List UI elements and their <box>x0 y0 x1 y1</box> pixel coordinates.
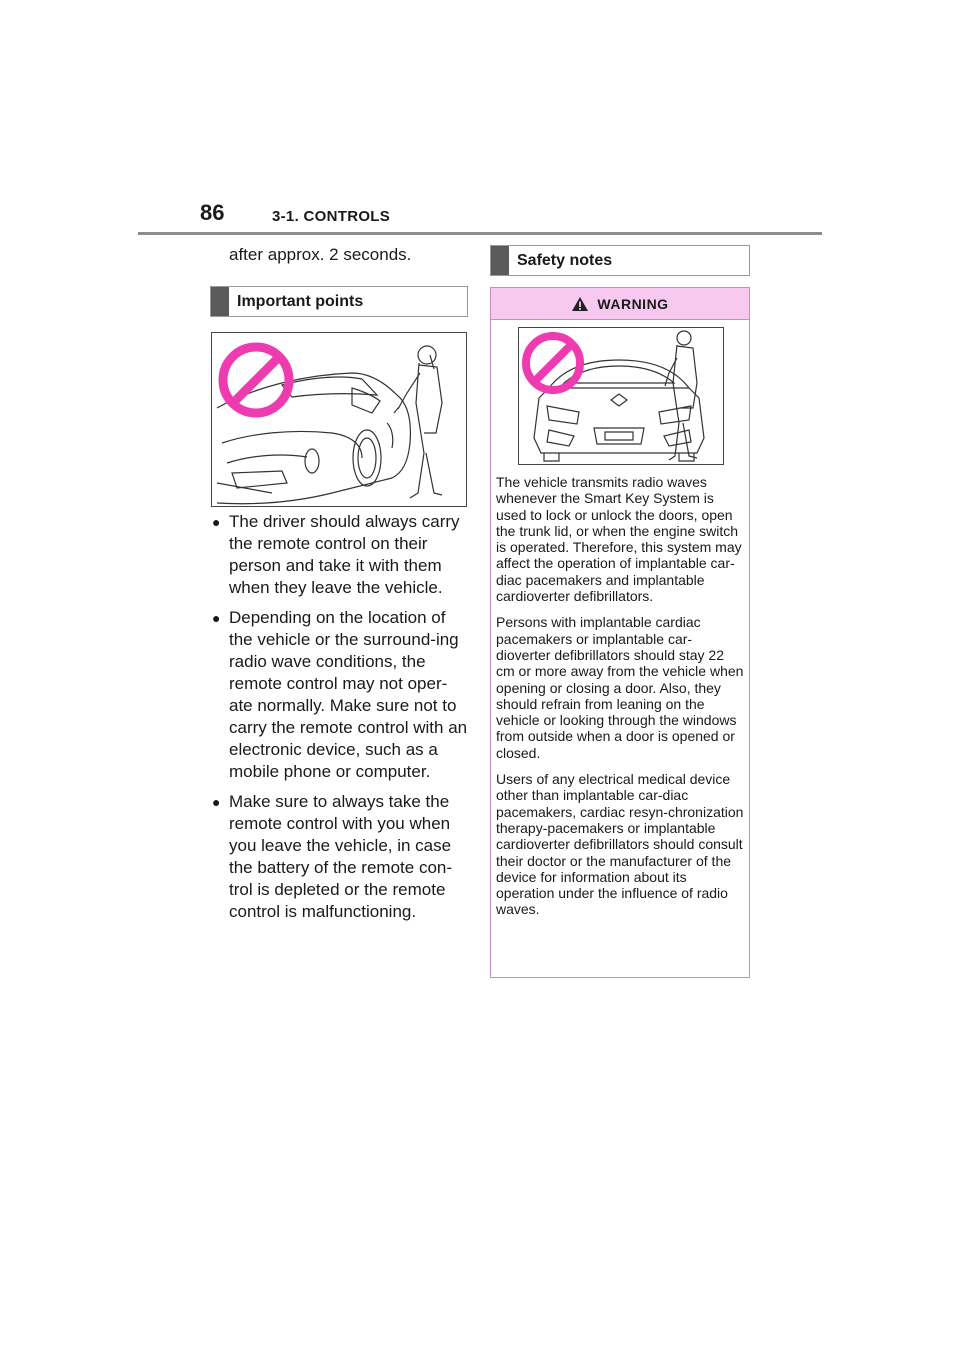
warning-header <box>491 288 749 320</box>
header-rule <box>138 232 822 235</box>
list-item <box>212 791 470 923</box>
heading-bar <box>491 246 509 275</box>
warning-text <box>496 474 744 928</box>
prohibition-icon <box>526 336 580 390</box>
list-item <box>212 511 470 599</box>
bullet-dot-icon: ● <box>212 610 221 626</box>
warning-paragraph: The vehicle transmits radio waves whenever the Smart Key System is used to lock or unlock the doors, open the trunk lid, or when the engine switch is operated. Therefore, this system may affect the operation of implantable car-diac pacemakers and implantable cardioverter defibrillators. <box>496 474 742 605</box>
warning-paragraph: Users of any electrical medical device other than implantable car-diac pacemakers, cardiac resyn-chronization therapy-pacemakers or implantable cardioverter defibrillators should consult their doctor or the manufacturer of the device for information about its operation under the influence of radio waves. <box>496 771 744 918</box>
important-points-heading <box>210 286 468 317</box>
bullet-dot-icon: ● <box>212 514 221 530</box>
bullet-list <box>212 511 470 931</box>
warning-triangle-icon <box>571 296 589 312</box>
bullet-text: Make sure to always take the remote control with you when you leave the vehicle, in case the battery of the remote con-trol is depleted or the remote control is malfunctioning. <box>229 792 453 921</box>
list-item <box>212 607 470 783</box>
bullet-text: The driver should always carry the remote control on their person and take it with them when they leave the vehicle. <box>229 512 460 597</box>
important-points-label: Important points <box>237 292 364 310</box>
warning-box <box>490 287 750 978</box>
section-title: 3-1. CONTROLS <box>272 208 391 225</box>
heading-bar <box>211 287 229 316</box>
intro-text: after approx. 2 seconds. <box>229 245 412 264</box>
illustration-car-side <box>211 332 467 507</box>
warning-paragraph: Persons with implantable cardiac pacemakers or implantable car-dioverter defibrillators should stay 22 cm or more away from the vehicle when opening or closing a door. Also, they should refrain from leaning on the vehicle or looking through the windows from outside when a door is opened or closed. <box>496 614 744 761</box>
warning-label: WARNING <box>597 295 669 312</box>
car-front-drawing <box>519 328 723 464</box>
page-number: 86 <box>200 200 225 225</box>
prohibition-icon <box>223 347 289 413</box>
bullet-text: Depending on the location of the vehicle or the surround-ing radio wave conditions, the remote control may not oper-ate normally. Make sure not to carry the remote control with an electronic device, such as a mobile phone or computer. <box>229 608 468 781</box>
car-side-drawing <box>212 333 466 506</box>
bullet-dot-icon: ● <box>212 794 221 810</box>
safety-notes-label: Safety notes <box>517 251 613 269</box>
illustration-car-front <box>518 327 724 465</box>
safety-notes-heading <box>490 245 750 276</box>
